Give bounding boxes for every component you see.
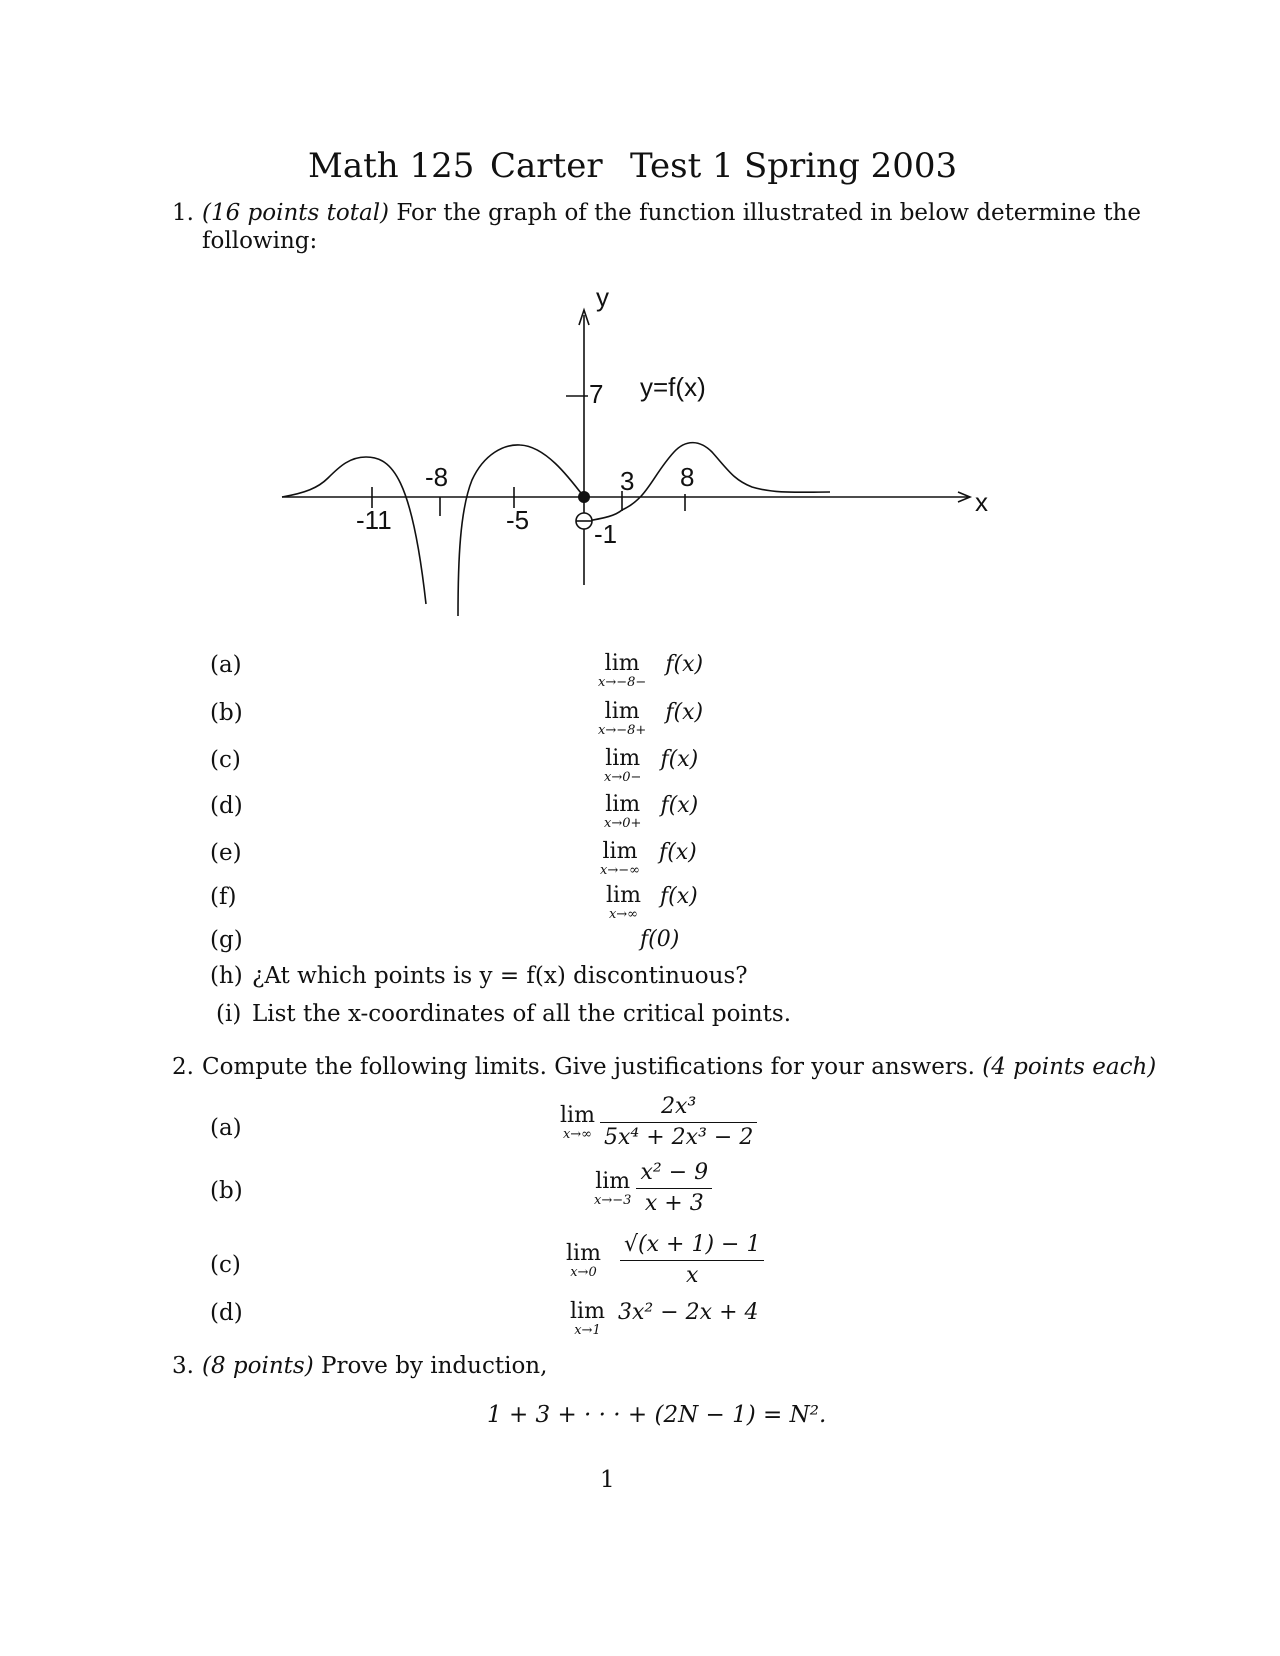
course-name: Math 125	[308, 146, 475, 186]
lim-operator	[594, 1170, 631, 1208]
denominator: x + 3	[644, 1191, 704, 1216]
q1b-label: (b)	[210, 700, 243, 726]
q1h-label: (h)	[210, 963, 243, 989]
lim-subscript: x→∞	[608, 907, 638, 922]
lim-word: lim	[570, 1299, 605, 1324]
q1g-expression: f(0)	[640, 927, 680, 952]
q1f-limit	[606, 884, 698, 922]
lim-word: lim	[604, 651, 640, 676]
lim-word: lim	[560, 1102, 595, 1128]
q1d-label: (d)	[210, 793, 243, 819]
q1a-label: (a)	[210, 652, 242, 678]
lim-operator	[598, 652, 646, 690]
tick-label-7: 7	[589, 379, 604, 409]
numerator: √(x + 1) − 1	[620, 1232, 764, 1261]
lim-operator	[566, 1242, 601, 1280]
q3-number: 3.	[172, 1353, 194, 1379]
q2a-limit	[560, 1094, 757, 1151]
lim-operator	[604, 793, 641, 831]
q3-points: (8 points)	[202, 1353, 314, 1379]
lim-word: lim	[605, 792, 641, 817]
q1i-label: (i)	[216, 1001, 242, 1027]
fraction	[620, 1232, 764, 1289]
numerator: 2x³	[600, 1094, 757, 1123]
y-axis-label: y	[596, 282, 609, 312]
q2-prompt	[202, 1054, 1156, 1080]
q2-points: (4 points each)	[982, 1054, 1157, 1080]
lim-word: lim	[595, 1168, 631, 1194]
fraction	[600, 1094, 757, 1151]
lim-subscript: x→−8+	[598, 723, 647, 738]
q1f-label: (f)	[210, 884, 237, 910]
q3-formula: 1 + 3 + · · · + (2N − 1) = N².	[487, 1402, 827, 1428]
q1c-limit	[604, 747, 698, 785]
q2a-label: (a)	[210, 1115, 242, 1141]
lim-operator	[560, 1104, 595, 1142]
lim-subscript: x→0−	[604, 770, 642, 785]
q2c-label: (c)	[210, 1252, 241, 1278]
tick-label-minus-8: -8	[425, 462, 449, 492]
lim-subscript: x→0+	[604, 816, 642, 831]
q2b-limit	[594, 1160, 712, 1217]
tick-label-minus-1: -1	[594, 519, 618, 549]
lim-operator	[570, 1300, 605, 1338]
q2-number: 2.	[172, 1054, 194, 1080]
limit-expression: f(x)	[660, 793, 699, 818]
lim-operator	[604, 747, 641, 785]
numerator: x² − 9	[636, 1160, 712, 1189]
q3-text: Prove by induction,	[321, 1353, 548, 1379]
lim-word: lim	[606, 883, 641, 908]
function-graph	[0, 0, 1280, 660]
curve-left-branch	[282, 457, 426, 604]
tick-label-3: 3	[620, 466, 635, 496]
q1e-label: (e)	[210, 840, 242, 866]
q3-prompt	[202, 1353, 547, 1379]
q2d-limit	[570, 1300, 759, 1338]
q1-points: (16 points total)	[202, 200, 390, 226]
q2d-label: (d)	[210, 1300, 243, 1326]
lim-word: lim	[604, 699, 640, 724]
tick-label-8: 8	[680, 462, 695, 492]
lim-operator	[598, 700, 646, 738]
q1h-text: ¿At which points is y = f(x) discontinuous?	[252, 963, 748, 989]
limit-expression: f(x)	[659, 840, 697, 865]
denominator: x	[686, 1263, 699, 1288]
instructor-name: Carter	[490, 146, 603, 186]
limit-expression: f(x)	[660, 884, 698, 909]
q1c-label: (c)	[210, 747, 241, 773]
limit-expression: f(x)	[665, 700, 704, 725]
q1g-label: (g)	[210, 927, 243, 953]
q1-text-continued: following:	[202, 228, 318, 254]
x-axis-label: x	[975, 487, 988, 517]
q1a-limit	[598, 652, 703, 690]
lim-subscript: x→−8−	[598, 675, 647, 690]
q2-text: Compute the following limits. Give justifications for your answers.	[202, 1054, 975, 1080]
page-number: 1	[600, 1467, 615, 1493]
function-label: y=f(x)	[640, 372, 706, 402]
lim-subscript: x→−∞	[600, 863, 640, 878]
q1b-limit	[598, 700, 703, 738]
lim-subscript: x→∞	[562, 1126, 592, 1142]
q1-number: 1.	[172, 200, 194, 226]
lim-operator	[600, 840, 640, 878]
test-name: Test 1	[630, 146, 734, 186]
limit-expression: f(x)	[665, 652, 704, 677]
lim-subscript: x→1	[574, 1323, 601, 1338]
limit-expression: f(x)	[660, 747, 699, 772]
lim-word: lim	[605, 746, 641, 771]
lim-operator	[606, 884, 641, 922]
lim-subscript: x→0	[570, 1264, 597, 1280]
q1d-limit	[604, 793, 698, 831]
q1-text: For the graph of the function illustrated in below determine the	[396, 200, 1141, 226]
lim-word: lim	[566, 1240, 601, 1266]
lim-word: lim	[602, 839, 638, 864]
closed-point	[578, 491, 590, 503]
q1e-limit	[600, 840, 697, 878]
lim-subscript: x→−3	[594, 1192, 632, 1208]
limit-expression: 3x² − 2x + 4	[618, 1300, 759, 1325]
q2c-limit	[566, 1232, 764, 1289]
tick-label-minus-11: -11	[356, 505, 392, 535]
tick-label-minus-5: -5	[506, 505, 530, 535]
q1i-text: List the x-coordinates of all the critical points.	[252, 1001, 792, 1027]
q2b-label: (b)	[210, 1178, 243, 1204]
denominator: 5x⁴ + 2x³ − 2	[604, 1125, 754, 1150]
term-name: Spring 2003	[744, 146, 958, 186]
fraction	[636, 1160, 712, 1217]
